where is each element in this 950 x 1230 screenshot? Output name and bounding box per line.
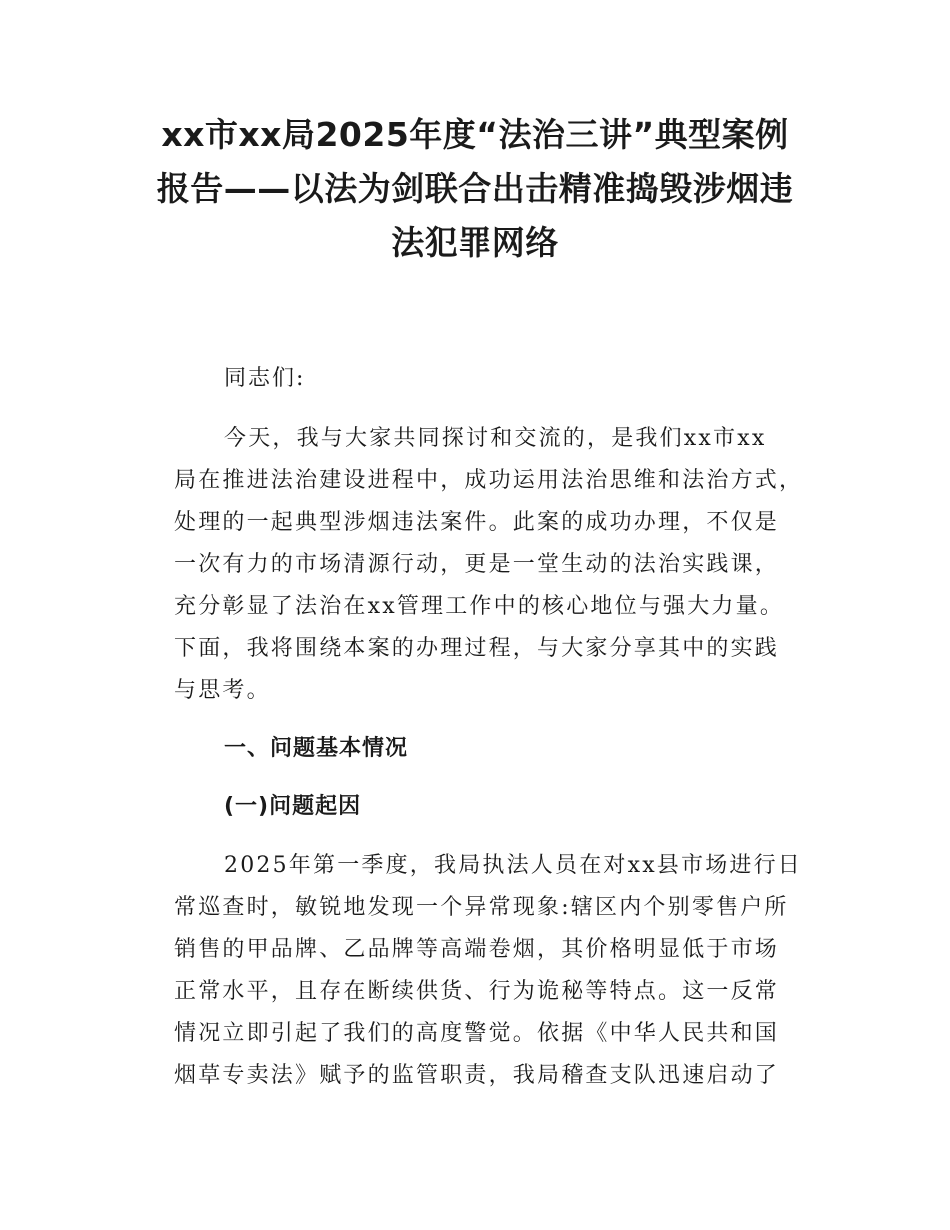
paragraph-line: 一次有力的市场清源行动，更是一堂生动的法治实践课， (174, 552, 780, 577)
subsection-heading: (一)问题起因 (224, 794, 362, 819)
paragraph-line: 下面，我将围绕本案的办理过程，与大家分享其中的实践 (174, 636, 780, 661)
case-paragraph (174, 845, 803, 1097)
paragraph-line: 烟草专卖法》赋予的监管职责，我局稽查支队迅速启动了 (174, 1063, 780, 1088)
document-title (120, 108, 830, 270)
section-heading: 一、问题基本情况 (224, 736, 409, 761)
paragraph-line: 今天，我与大家共同探讨和交流的，是我们xx市xx (224, 426, 767, 451)
paragraph-line: 处理的一起典型涉烟违法案件。此案的成功办理，不仅是 (174, 510, 780, 535)
paragraph-line: 2025年第一季度，我局执法人员在对xx县市场进行日 (224, 853, 803, 878)
paragraph-line: 销售的甲品牌、乙品牌等高端卷烟，其价格明显低于市场 (174, 937, 780, 962)
paragraph-line: 正常水平，且存在断续供货、行为诡秘等特点。这一反常 (174, 979, 780, 1004)
paragraph-line: 充分彰显了法治在xx管理工作中的核心地位与强大力量。 (174, 594, 785, 619)
intro-paragraph (174, 418, 804, 712)
paragraph-line: 常巡查时，敏锐地发现一个异常现象:辖区内个别零售户所 (174, 895, 789, 920)
paragraph-line: 局在推进法治建设进程中，成功运用法治思维和法治方式， (174, 468, 804, 493)
paragraph-line: 情况立即引起了我们的高度警觉。依据《中华人民共和国 (174, 1021, 780, 1046)
title-line: 报告——以法为剑联合出击精准捣毁涉烟违 (156, 169, 794, 208)
paragraph-line: 与思考。 (174, 678, 271, 703)
title-line: 法犯罪网络 (391, 223, 559, 262)
greeting: 同志们: (224, 366, 306, 391)
title-line: xx市xx局2025年度“法治三讲”典型案例 (161, 115, 789, 154)
